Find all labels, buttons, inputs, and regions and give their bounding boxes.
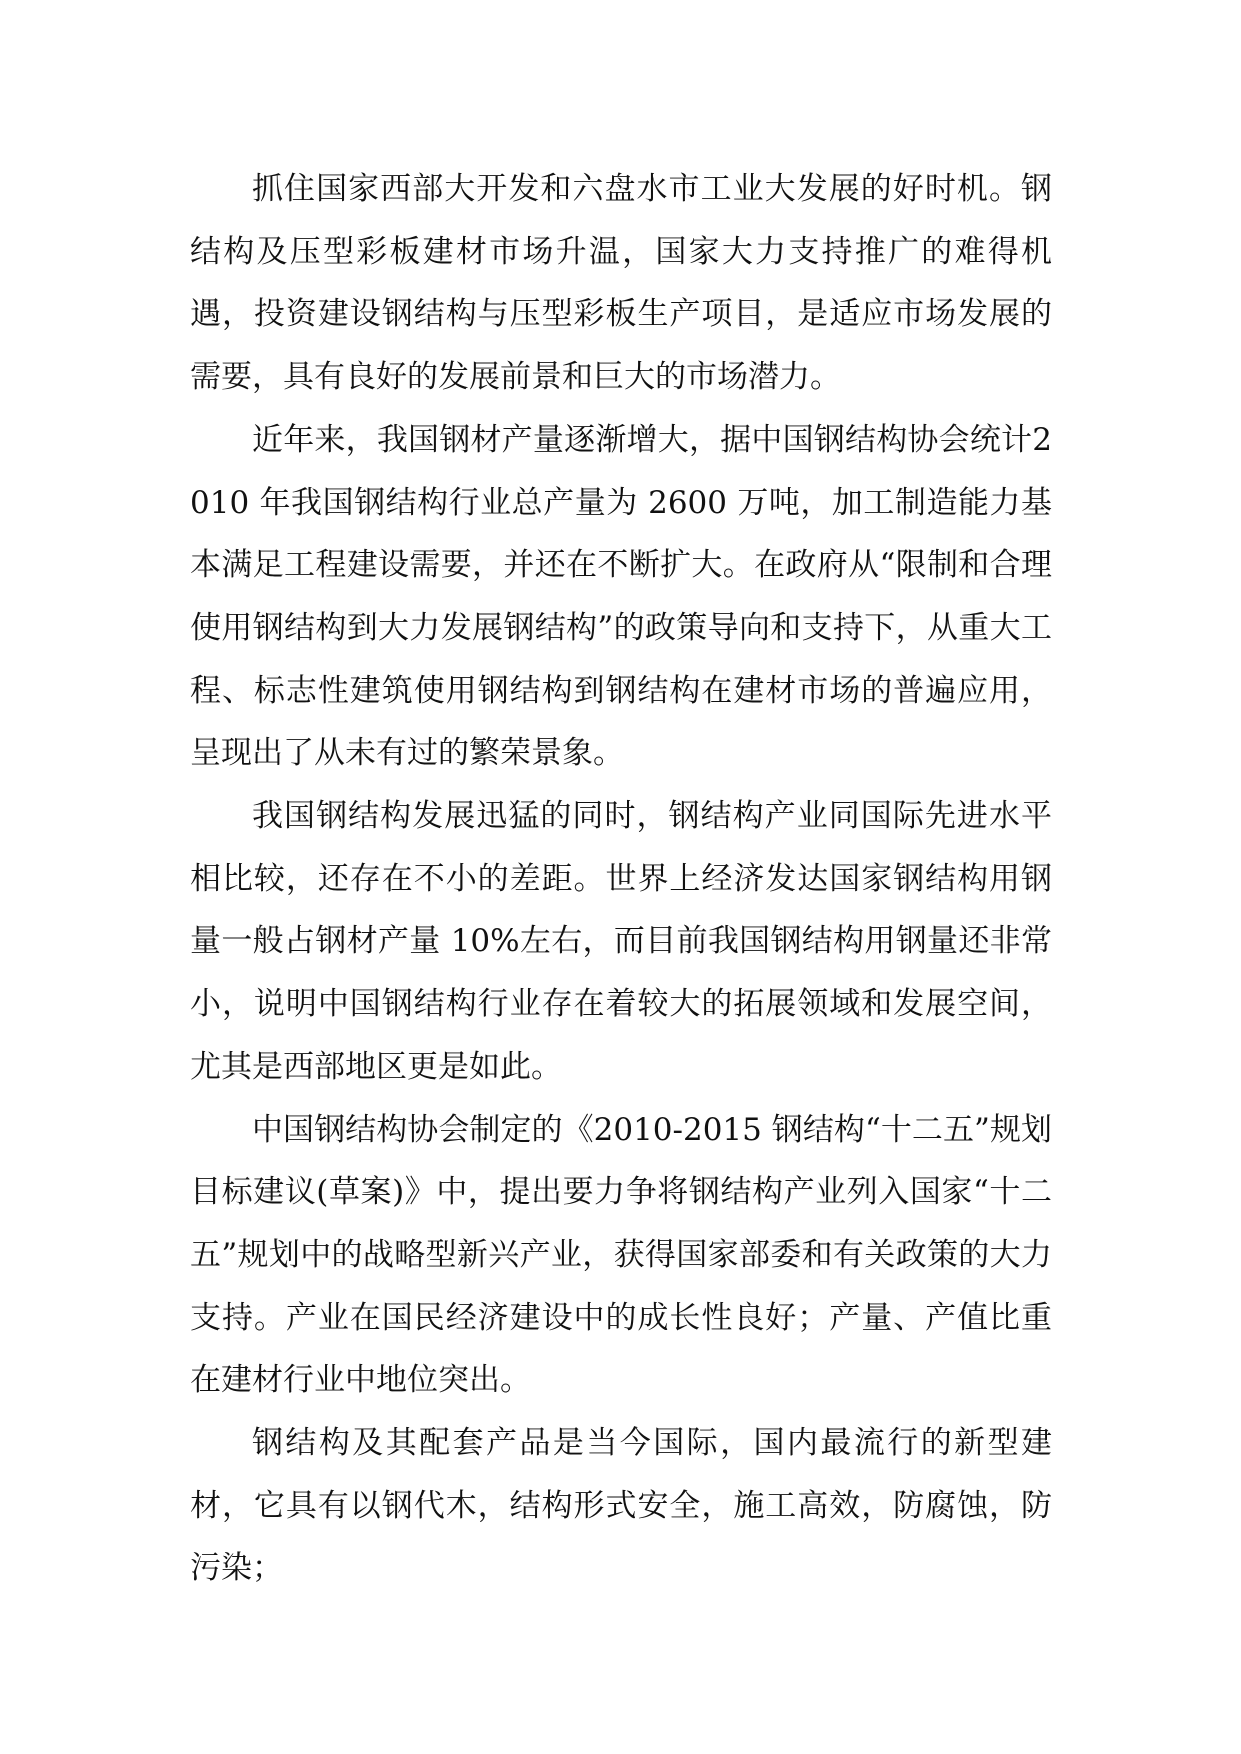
paragraph-2: 近年来，我国钢材产量逐渐增大，据中国钢结构协会统计2010 年我国钢结构行业总产量为 2600 万吨，加工制造能力基本满足工程建设需要，并还在不断扩大。在政府从“限制和合理使用钢结构到大力发展钢结构”的政策导向和支持下，从重大工程、标志性建筑使用钢结构到钢结构在建材市场的普遍应用，呈现出了从未有过的繁荣景象。 [190,421,1052,772]
paragraph-1: 抓住国家西部大开发和六盘水市工业大发展的好时机。钢结构及压型彩板建材市场升温，国家大力支持推广的难得机遇，投资建设钢结构与压型彩板生产项目，是适应市场发展的需要，具有良好的发展前景和巨大的市场潜力。 [190,171,1052,396]
paragraph-4: 中国钢结构协会制定的《2010-2015 钢结构“十二五”规划目标建议(草案)》中，提出要力争将钢结构产业列入国家“十二五”规划中的战略型新兴产业，获得国家部委和有关政策的大力支持。产业在国民经济建设中的成长性良好；产量、产值比重在建材行业中地位突出。 [190,1111,1052,1399]
body-text [190,158,1052,1600]
paragraph-3: 我国钢结构发展迅猛的同时，钢结构产业同国际先进水平相比较，还存在不小的差距。世界上经济发达国家钢结构用钢量一般占钢材产量 10%左右，而目前我国钢结构用钢量还非常小，说明中国钢结构行业存在着较大的拓展领域和发展空间，尤其是西部地区更是如此。 [190,798,1052,1085]
paragraph-5: 钢结构及其配套产品是当今国际，国内最流行的新型建材，它具有以钢代木，结构形式安全，施工高效，防腐蚀，防污染； [190,1425,1052,1587]
